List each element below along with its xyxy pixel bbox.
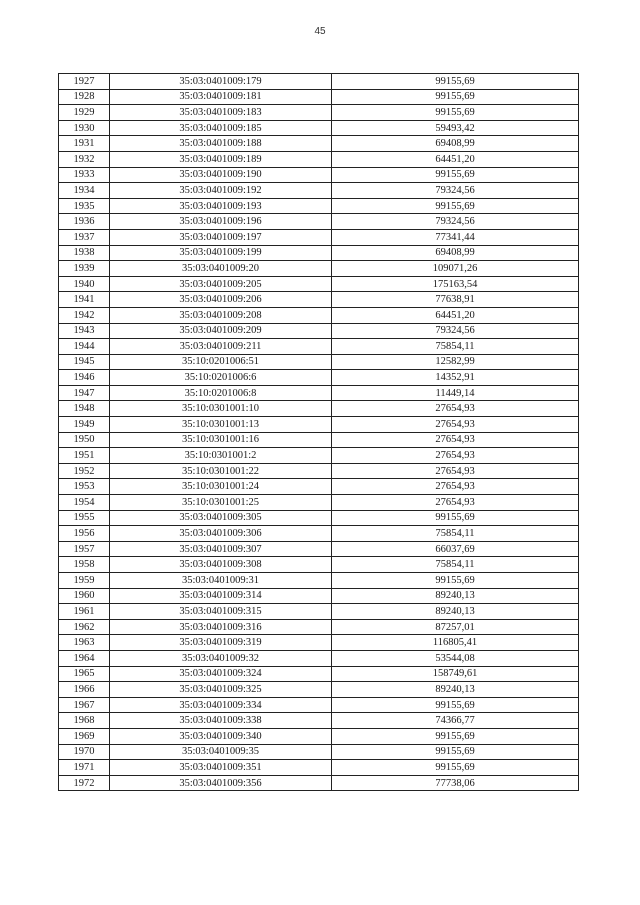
page-number: 45 [314, 26, 326, 37]
table-row [59, 307, 579, 323]
cadastral-number-cell: 35:03:0401009:338 [110, 713, 332, 729]
row-number-cell: 1951 [59, 448, 110, 464]
table-row [59, 292, 579, 308]
value-cell: 27654,93 [332, 401, 579, 417]
value-cell: 53544,08 [332, 650, 579, 666]
value-cell: 27654,93 [332, 448, 579, 464]
cadastral-number-cell: 35:03:0401009:315 [110, 604, 332, 620]
value-cell: 79324,56 [332, 183, 579, 199]
row-number-cell: 1949 [59, 417, 110, 433]
row-number-cell: 1956 [59, 526, 110, 542]
row-number-cell: 1939 [59, 261, 110, 277]
row-number-cell: 1943 [59, 323, 110, 339]
value-cell: 75854,11 [332, 339, 579, 355]
cadastral-number-cell: 35:10:0201006:6 [110, 370, 332, 386]
value-cell: 99155,69 [332, 198, 579, 214]
data-table [58, 73, 579, 791]
row-number-cell: 1967 [59, 697, 110, 713]
value-cell: 64451,20 [332, 151, 579, 167]
cadastral-number-cell: 35:03:0401009:188 [110, 136, 332, 152]
cadastral-number-cell: 35:03:0401009:185 [110, 120, 332, 136]
row-number-cell: 1936 [59, 214, 110, 230]
cadastral-number-cell: 35:03:0401009:197 [110, 229, 332, 245]
row-number-cell: 1931 [59, 136, 110, 152]
value-cell: 99155,69 [332, 697, 579, 713]
row-number-cell: 1963 [59, 635, 110, 651]
data-table-container [58, 73, 578, 791]
table-row [59, 151, 579, 167]
value-cell: 74366,77 [332, 713, 579, 729]
row-number-cell: 1970 [59, 744, 110, 760]
row-number-cell: 1935 [59, 198, 110, 214]
value-cell: 69408,99 [332, 245, 579, 261]
cadastral-number-cell: 35:03:0401009:208 [110, 307, 332, 323]
row-number-cell: 1934 [59, 183, 110, 199]
value-cell: 79324,56 [332, 323, 579, 339]
cadastral-number-cell: 35:03:0401009:334 [110, 697, 332, 713]
value-cell: 75854,11 [332, 526, 579, 542]
table-row [59, 557, 579, 573]
cadastral-number-cell: 35:03:0401009:307 [110, 541, 332, 557]
table-row [59, 588, 579, 604]
cadastral-number-cell: 35:03:0401009:305 [110, 510, 332, 526]
row-number-cell: 1969 [59, 728, 110, 744]
table-row [59, 635, 579, 651]
table-row [59, 385, 579, 401]
value-cell: 175163,54 [332, 276, 579, 292]
table-row [59, 401, 579, 417]
table-row [59, 573, 579, 589]
value-cell: 99155,69 [332, 89, 579, 105]
row-number-cell: 1941 [59, 292, 110, 308]
row-number-cell: 1944 [59, 339, 110, 355]
row-number-cell: 1942 [59, 307, 110, 323]
cadastral-number-cell: 35:03:0401009:319 [110, 635, 332, 651]
cadastral-number-cell: 35:03:0401009:211 [110, 339, 332, 355]
table-row [59, 214, 579, 230]
row-number-cell: 1961 [59, 604, 110, 620]
cadastral-number-cell: 35:03:0401009:20 [110, 261, 332, 277]
row-number-cell: 1950 [59, 432, 110, 448]
cadastral-number-cell: 35:03:0401009:340 [110, 728, 332, 744]
table-row [59, 479, 579, 495]
table-row [59, 432, 579, 448]
row-number-cell: 1952 [59, 463, 110, 479]
table-row [59, 760, 579, 776]
table-row [59, 541, 579, 557]
table-row [59, 89, 579, 105]
value-cell: 64451,20 [332, 307, 579, 323]
table-row [59, 245, 579, 261]
value-cell: 99155,69 [332, 74, 579, 90]
value-cell: 27654,93 [332, 479, 579, 495]
value-cell: 66037,69 [332, 541, 579, 557]
value-cell: 79324,56 [332, 214, 579, 230]
row-number-cell: 1965 [59, 666, 110, 682]
table-row [59, 619, 579, 635]
row-number-cell: 1958 [59, 557, 110, 573]
table-row [59, 276, 579, 292]
table-row [59, 682, 579, 698]
table-row [59, 744, 579, 760]
table-row [59, 510, 579, 526]
cadastral-number-cell: 35:03:0401009:32 [110, 650, 332, 666]
value-cell: 27654,93 [332, 495, 579, 511]
table-row [59, 448, 579, 464]
table-row [59, 775, 579, 791]
value-cell: 27654,93 [332, 417, 579, 433]
table-row [59, 417, 579, 433]
table-row [59, 463, 579, 479]
cadastral-number-cell: 35:03:0401009:324 [110, 666, 332, 682]
table-row [59, 728, 579, 744]
row-number-cell: 1929 [59, 105, 110, 121]
value-cell: 89240,13 [332, 588, 579, 604]
cadastral-number-cell: 35:03:0401009:308 [110, 557, 332, 573]
value-cell: 27654,93 [332, 432, 579, 448]
row-number-cell: 1953 [59, 479, 110, 495]
cadastral-number-cell: 35:10:0301001:13 [110, 417, 332, 433]
value-cell: 77341,44 [332, 229, 579, 245]
cadastral-number-cell: 35:10:0201006:51 [110, 354, 332, 370]
value-cell: 99155,69 [332, 728, 579, 744]
table-row [59, 339, 579, 355]
row-number-cell: 1927 [59, 74, 110, 90]
row-number-cell: 1959 [59, 573, 110, 589]
cadastral-number-cell: 35:03:0401009:192 [110, 183, 332, 199]
row-number-cell: 1972 [59, 775, 110, 791]
row-number-cell: 1946 [59, 370, 110, 386]
table-row [59, 604, 579, 620]
value-cell: 99155,69 [332, 744, 579, 760]
cadastral-number-cell: 35:10:0301001:24 [110, 479, 332, 495]
row-number-cell: 1933 [59, 167, 110, 183]
table-row [59, 713, 579, 729]
cadastral-number-cell: 35:03:0401009:351 [110, 760, 332, 776]
cadastral-number-cell: 35:03:0401009:183 [110, 105, 332, 121]
table-row [59, 183, 579, 199]
row-number-cell: 1957 [59, 541, 110, 557]
table-row [59, 354, 579, 370]
value-cell: 89240,13 [332, 604, 579, 620]
row-number-cell: 1948 [59, 401, 110, 417]
table-row [59, 495, 579, 511]
cadastral-number-cell: 35:03:0401009:35 [110, 744, 332, 760]
cadastral-number-cell: 35:10:0301001:25 [110, 495, 332, 511]
value-cell: 14352,91 [332, 370, 579, 386]
row-number-cell: 1940 [59, 276, 110, 292]
cadastral-number-cell: 35:03:0401009:206 [110, 292, 332, 308]
value-cell: 27654,93 [332, 463, 579, 479]
cadastral-number-cell: 35:10:0301001:10 [110, 401, 332, 417]
table-row [59, 167, 579, 183]
cadastral-number-cell: 35:03:0401009:316 [110, 619, 332, 635]
value-cell: 77738,06 [332, 775, 579, 791]
row-number-cell: 1938 [59, 245, 110, 261]
row-number-cell: 1960 [59, 588, 110, 604]
row-number-cell: 1968 [59, 713, 110, 729]
table-row [59, 697, 579, 713]
row-number-cell: 1971 [59, 760, 110, 776]
cadastral-number-cell: 35:03:0401009:193 [110, 198, 332, 214]
row-number-cell: 1928 [59, 89, 110, 105]
cadastral-number-cell: 35:03:0401009:31 [110, 573, 332, 589]
value-cell: 12582,99 [332, 354, 579, 370]
table-row [59, 526, 579, 542]
row-number-cell: 1955 [59, 510, 110, 526]
value-cell: 75854,11 [332, 557, 579, 573]
row-number-cell: 1945 [59, 354, 110, 370]
table-row [59, 74, 579, 90]
table-row [59, 666, 579, 682]
cadastral-number-cell: 35:03:0401009:189 [110, 151, 332, 167]
value-cell: 99155,69 [332, 105, 579, 121]
cadastral-number-cell: 35:03:0401009:199 [110, 245, 332, 261]
value-cell: 11449,14 [332, 385, 579, 401]
value-cell: 109071,26 [332, 261, 579, 277]
cadastral-number-cell: 35:10:0301001:16 [110, 432, 332, 448]
value-cell: 59493,42 [332, 120, 579, 136]
table-row [59, 323, 579, 339]
row-number-cell: 1947 [59, 385, 110, 401]
row-number-cell: 1932 [59, 151, 110, 167]
cadastral-number-cell: 35:03:0401009:179 [110, 74, 332, 90]
cadastral-number-cell: 35:03:0401009:181 [110, 89, 332, 105]
table-body [59, 74, 579, 791]
value-cell: 69408,99 [332, 136, 579, 152]
cadastral-number-cell: 35:03:0401009:306 [110, 526, 332, 542]
value-cell: 158749,61 [332, 666, 579, 682]
table-row [59, 370, 579, 386]
cadastral-number-cell: 35:03:0401009:314 [110, 588, 332, 604]
cadastral-number-cell: 35:10:0301001:2 [110, 448, 332, 464]
value-cell: 77638,91 [332, 292, 579, 308]
cadastral-number-cell: 35:03:0401009:196 [110, 214, 332, 230]
cadastral-number-cell: 35:10:0301001:22 [110, 463, 332, 479]
cadastral-number-cell: 35:03:0401009:205 [110, 276, 332, 292]
value-cell: 99155,69 [332, 573, 579, 589]
table-row [59, 261, 579, 277]
cadastral-number-cell: 35:03:0401009:209 [110, 323, 332, 339]
table-row [59, 229, 579, 245]
value-cell: 116805,41 [332, 635, 579, 651]
value-cell: 99155,69 [332, 510, 579, 526]
cadastral-number-cell: 35:03:0401009:356 [110, 775, 332, 791]
value-cell: 99155,69 [332, 167, 579, 183]
cadastral-number-cell: 35:03:0401009:325 [110, 682, 332, 698]
row-number-cell: 1962 [59, 619, 110, 635]
table-row [59, 136, 579, 152]
table-row [59, 105, 579, 121]
row-number-cell: 1954 [59, 495, 110, 511]
cadastral-number-cell: 35:10:0201006:8 [110, 385, 332, 401]
row-number-cell: 1964 [59, 650, 110, 666]
value-cell: 99155,69 [332, 760, 579, 776]
row-number-cell: 1937 [59, 229, 110, 245]
value-cell: 89240,13 [332, 682, 579, 698]
table-row [59, 650, 579, 666]
row-number-cell: 1966 [59, 682, 110, 698]
table-row [59, 198, 579, 214]
row-number-cell: 1930 [59, 120, 110, 136]
table-row [59, 120, 579, 136]
cadastral-number-cell: 35:03:0401009:190 [110, 167, 332, 183]
value-cell: 87257,01 [332, 619, 579, 635]
